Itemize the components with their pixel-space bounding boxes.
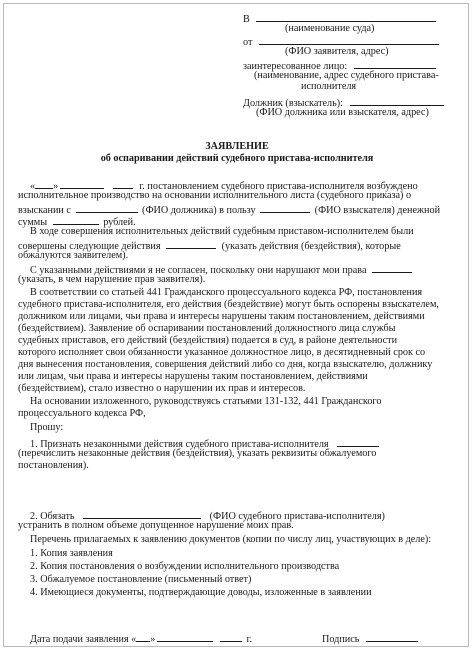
p4-line1: В соответствии со статьей 441 Гражданского процессуального кодекса РФ, постановления — [30, 287, 423, 298]
attachment-item: 4. Имеющиеся документы, подтверждающие доводы, изложенные в заявлении — [30, 587, 372, 598]
document-subtitle: об оспаривании действий судебного пристава-исполнителя — [100, 153, 374, 164]
r2-line2: устранить в полном объеме допущенное нарушение моих прав. — [18, 520, 294, 531]
r2-line1: 2. Обязать (ФИО судебного пристава-исполнителя) — [30, 508, 385, 523]
submission-date: Дата подачи заявления « » г. — [30, 631, 252, 646]
p2-line2: совершены следующие действия (указать действия (бездействия), которые — [18, 238, 401, 253]
interested-blank — [354, 58, 436, 69]
debtor-label: Должник (взыскатель): — [243, 98, 344, 109]
attachment-item: 1. Копия заявления — [30, 548, 113, 559]
p4-line5: судебных приставов, его действий (бездействия) подается в суд, в районе деятельности — [18, 335, 398, 346]
p2-line3: обжалуются заявителем). — [18, 250, 129, 261]
p4-line7: дня вынесения постановления, совершения действий либо со дня, когда взыскателю, должнику — [18, 359, 433, 370]
debtor-blank — [350, 95, 444, 106]
p1-line3: взыскании с (ФИО должника) в пользу (ФИО взыскателя) денежной — [18, 202, 440, 217]
to-label: В — [243, 14, 250, 25]
p1-line1: « » г. постановлением судебного пристава-исполнителя возбуждено — [30, 178, 418, 193]
r1-line3: постановления). — [18, 460, 89, 471]
attachments-intro: Перечень прилагаемых к заявлению документов (копии по числу лиц, участвующих в деле): — [30, 534, 432, 545]
r1-line1: 1. Признать незаконными действия судебного пристава-исполнителя — [30, 436, 379, 451]
document-title: ЗАЯВЛЕНИЕ — [205, 141, 269, 152]
p3-line1: С указанными действиями я не согласен, поскольку они нарушают мои права — [30, 262, 412, 277]
p4-line2: судебного пристава-исполнителя, его действия (бездействие) могут быть оспорены взыскателем, — [18, 299, 439, 310]
bailiff-hint-2: исполнителя — [301, 81, 357, 92]
p4-line3: должником или лицами, чьи права и интересы нарушены таким постановлением, действиями — [18, 311, 425, 322]
debtor-hint: (ФИО должника или взыскателя, адрес) — [256, 107, 429, 118]
court-blank — [256, 11, 436, 22]
interested-label: заинтересованное лицо: — [243, 61, 348, 72]
p4-line6: которого исполняет свои обязанности указанное должностное лицо, в десятидневный срок со — [18, 347, 426, 358]
request-heading: Прошу: — [30, 422, 64, 433]
p3-line2: (указать, в чем нарушение прав заявителя). — [18, 274, 206, 285]
attachment-item: 2. Копия постановления о возбуждении исполнительного производства — [30, 561, 340, 572]
r1-line2: (перечислить незаконные действия (бездействия), указать реквизиты обжалуемого — [18, 448, 377, 459]
p4-line8: или лицам, чьи права и интересы нарушены таким постановлением, действиями — [18, 371, 368, 382]
bailiff-hint-1: (наименование, адрес судебного пристава- — [254, 70, 439, 81]
from-label: от — [243, 37, 253, 48]
p1-line2: исполнительное производство на основании исполнительного листа (судебного приказа) о — [18, 190, 412, 201]
attachment-item: 3. Обжалуемое постановление (письменный ответ) — [30, 574, 252, 585]
signature-line: Подпись — [322, 631, 418, 646]
p4-line9: (бездействием), стало известно о нарушении их прав и интересов. — [18, 383, 306, 394]
p2-line1: В ходе совершения исполнительных действий судебным приставом-исполнителем были — [30, 226, 414, 237]
court-name-hint: (наименование суда) — [285, 23, 375, 34]
p5-line2: процессуального кодекса РФ, — [18, 408, 146, 419]
applicant-hint: (ФИО заявителя, адрес) — [285, 46, 389, 57]
p4-line4: (бездействием). Заявление об оспаривании постановлений должностного лица службы — [18, 323, 396, 334]
applicant-blank — [259, 34, 439, 45]
p5-line1: На основании изложенного, руководствуясь статьями 131-132, 441 Гражданского — [30, 396, 382, 407]
p1-line4: суммы рублей. — [18, 214, 136, 229]
